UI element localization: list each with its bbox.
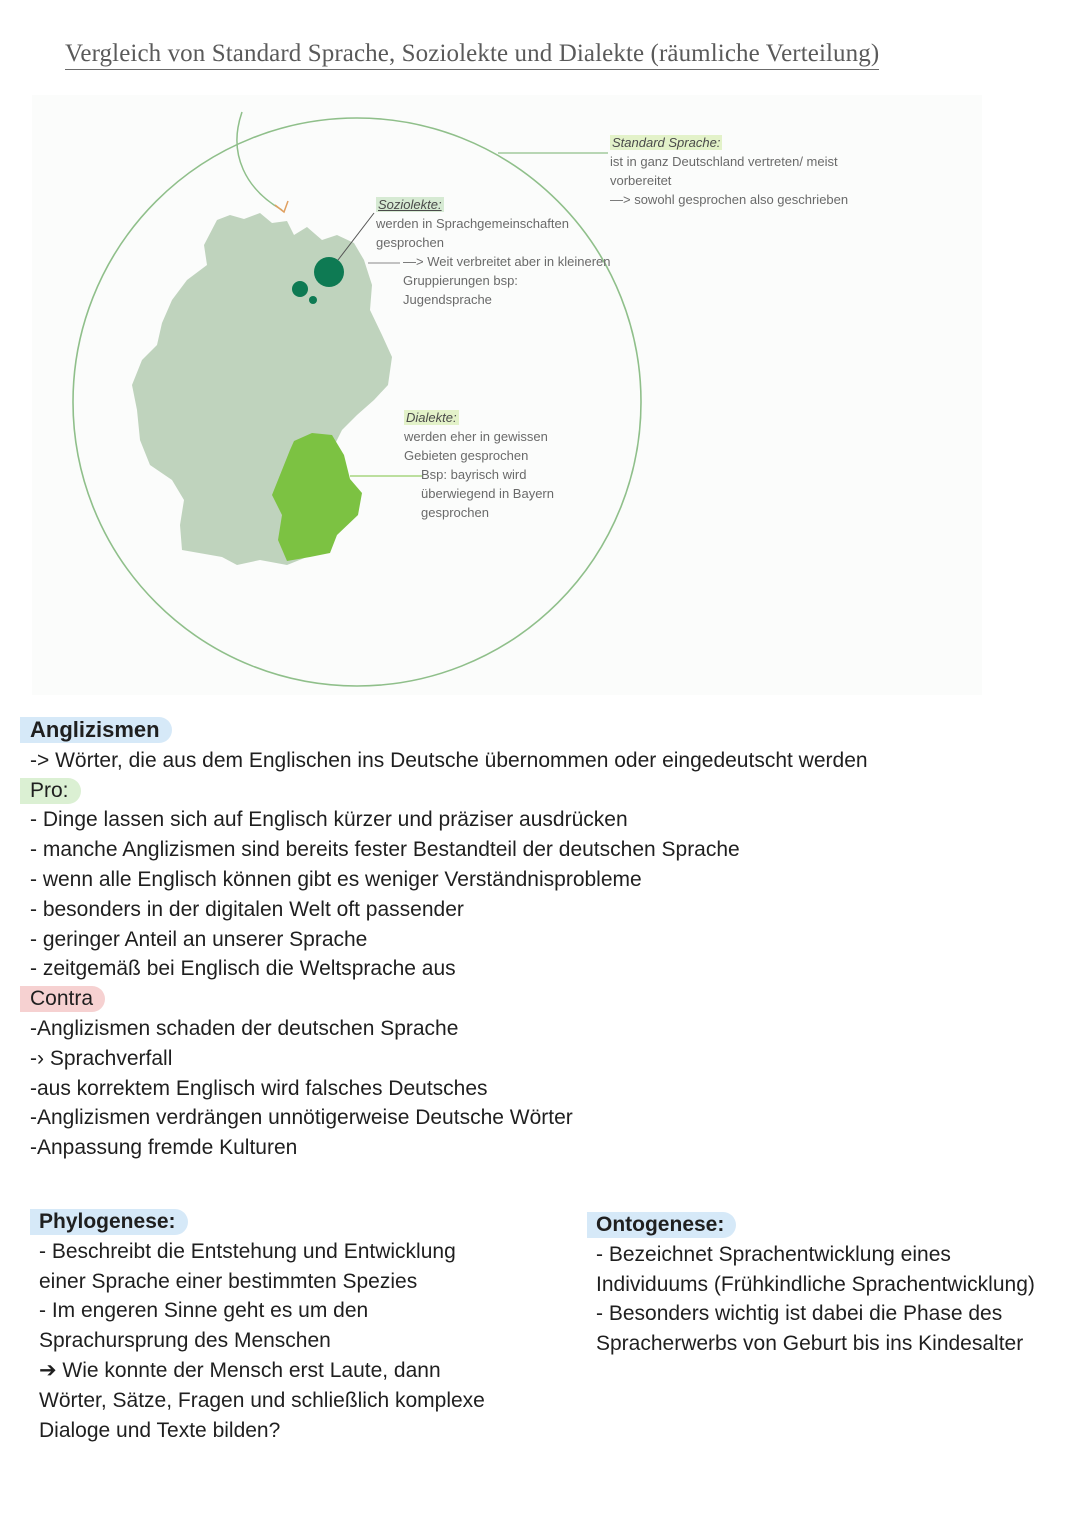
pro-item: - zeitgemäß bei Englisch die Weltsprache aus (30, 957, 456, 981)
pro-item: - geringer Anteil an unserer Sprache (30, 927, 368, 951)
soziolekt-dot-large (314, 257, 344, 287)
soziolekt-dot-small (309, 296, 317, 304)
contra-item: -Anpassung fremde Kulturen (30, 1136, 298, 1160)
anglizismen-section (20, 716, 868, 1163)
pro-label: Pro: (20, 778, 81, 804)
pro-item: - besonders in der digitalen Welt oft passender (30, 897, 464, 921)
anglizismen-heading: Anglizismen (20, 717, 172, 743)
contra-item: -Anglizismen schaden der deutschen Sprache (30, 1016, 459, 1040)
phylogenese-heading: Phylogenese: (30, 1209, 188, 1235)
anglizismen-definition: -> Wörter, die aus dem Englischen ins Deutsche übernommen oder eingedeutscht werden (30, 748, 868, 772)
soziolekt-dot-medium (292, 281, 308, 297)
dialekte-annotation: Dialekte: werden eher in gewissen Gebieten gesprochen Bsp: bayrisch wird überwiegend in Bayern gesprochen (404, 410, 554, 520)
ontogenese-heading: Ontogenese: (587, 1212, 736, 1238)
page-title: Vergleich von Standard Sprache, Soziolekte und Dialekte (räumliche Verteilung) (65, 40, 965, 68)
distribution-figure (32, 95, 982, 695)
contra-item: -› Sprachverfall (30, 1046, 173, 1070)
phylogenese-section: Phylogenese: - Beschreibt die Entstehung und Entwicklung einer Sprache einer bestimmten Spezies - Im engeren Sinne geht es um den Sprachursprung des Menschen ➔ Wie konnte der Mensch erst Laute, dann Wörter, Sätze, Fragen und schließlich komplexe Dialoge und Texte bilden? (30, 1207, 530, 1445)
standard-sprache-annotation: Standard Sprache: ist in ganz Deutschland vertreten/ meist vorbereitet —> sowohl gesprochen also geschrieben (610, 135, 849, 207)
curved-arrow (237, 112, 282, 210)
contra-item: -Anglizismen verdrängen unnötigerweise Deutsche Wörter (30, 1106, 573, 1130)
soziolekte-annotation: Soziolekte: werden in Sprachgemeinschaften gesprochen —> Weit verbreitet aber in kleineren Gruppierungen bsp: Jugendsprache (376, 197, 611, 307)
pro-item: - manche Anglizismen sind bereits fester Bestandteil der deutschen Sprache (30, 838, 740, 862)
ontogenese-section: Ontogenese: - Bezeichnet Sprachentwicklung eines Individuums (Frühkindliche Sprachentwicklung) - Besonders wichtig ist dabei die Phase des Spracherwerbs von Geburt bis ins Kindesalter (587, 1210, 1067, 1359)
pro-item: - wenn alle Englisch können gibt es weniger Verständnisprobleme (30, 867, 642, 891)
pro-item: - Dinge lassen sich auf Englisch kürzer und präziser ausdrücken (30, 808, 628, 832)
contra-item: -aus korrektem Englisch wird falsches Deutsches (30, 1076, 488, 1100)
contra-label: Contra (20, 986, 105, 1012)
arrow-head-icon (275, 201, 288, 212)
